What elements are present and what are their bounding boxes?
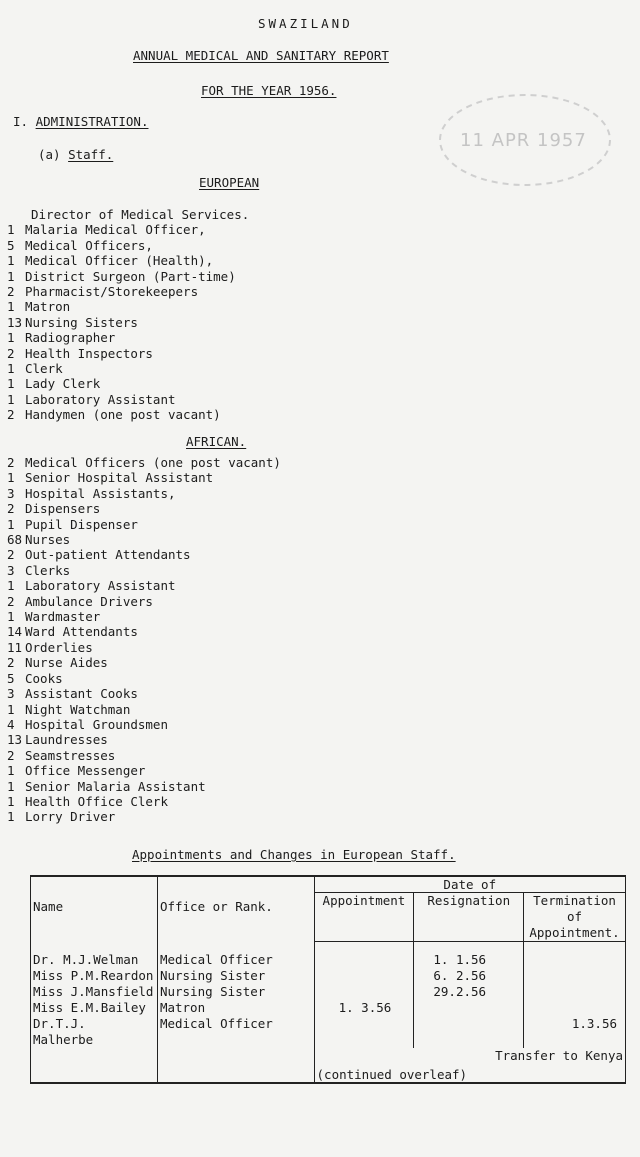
col-header-date-of: Date of <box>314 877 625 893</box>
cell-appointment <box>314 968 414 984</box>
staff-role: Radiographer <box>25 330 116 346</box>
staff-count: 1 <box>7 793 15 809</box>
section-title: ADMINISTRATION. <box>35 114 149 129</box>
staff-role: Medical Officers (one post vacant) <box>25 455 281 470</box>
staff-count: 1 <box>7 361 15 377</box>
cell-resignation: 6. 2.56 <box>414 968 524 984</box>
cell-appointment <box>314 1016 414 1032</box>
col-header-name: Name <box>31 877 158 942</box>
staff-count: 2 <box>7 593 15 609</box>
cell-name: Miss J.Mansfield <box>31 984 158 1000</box>
staff-count: 2 <box>7 345 15 361</box>
staff-role: Senior Malaria Assistant <box>25 778 206 794</box>
staff-row <box>7 207 249 222</box>
cell-resignation <box>414 1000 524 1016</box>
table-row <box>31 1000 626 1016</box>
african-staff-list <box>7 455 281 825</box>
staff-row <box>7 501 281 516</box>
staff-row <box>7 299 249 314</box>
staff-role: Orderlies <box>25 639 93 655</box>
cell-name: Dr. M.J.Welman <box>31 942 158 969</box>
staff-count: 68 <box>7 532 23 548</box>
staff-count <box>7 207 25 222</box>
staff-role: Nursing Sisters <box>25 314 138 330</box>
staff-row <box>7 315 249 330</box>
cell-office: Medical Officer <box>157 942 314 969</box>
staff-row <box>7 809 281 824</box>
cell-name: Miss P.M.Reardon <box>31 968 158 984</box>
staff-count: 2 <box>7 747 15 763</box>
staff-count: 1 <box>7 609 15 625</box>
table-row <box>31 942 626 969</box>
staff-count: 1 <box>7 516 15 532</box>
staff-row <box>7 392 249 407</box>
staff-count: 1 <box>7 268 15 284</box>
staff-role: Ward Attendants <box>25 624 138 640</box>
staff-row <box>7 517 281 532</box>
staff-row <box>7 346 249 361</box>
table-row <box>31 984 626 1000</box>
staff-row <box>7 609 281 624</box>
staff-role: Seamstresses <box>25 747 116 763</box>
year-line: FOR THE YEAR 1956. <box>201 83 337 98</box>
staff-row <box>7 748 281 763</box>
staff-row <box>7 655 281 670</box>
report-title: ANNUAL MEDICAL AND SANITARY REPORT <box>133 48 389 63</box>
staff-count: 5 <box>7 237 15 253</box>
appointments-rows <box>31 942 626 1049</box>
staff-role: Hospital Groundsmen <box>25 716 168 732</box>
appointments-table <box>30 875 626 1084</box>
cell-appointment <box>314 1032 414 1048</box>
cell-name: Malherbe <box>31 1032 158 1048</box>
subsection-title: Staff. <box>68 147 114 162</box>
col-header-office: Office or Rank. <box>157 877 314 942</box>
staff-row <box>7 686 281 701</box>
staff-count: 2 <box>7 284 15 300</box>
staff-role: Pupil Dispenser <box>25 516 138 532</box>
staff-row <box>7 624 281 639</box>
staff-row <box>7 238 249 253</box>
staff-row <box>7 330 249 345</box>
subsection-label: (a) <box>38 147 61 162</box>
staff-count: 13 <box>7 732 23 748</box>
cell-resignation: 29.2.56 <box>414 984 524 1000</box>
staff-count: 13 <box>7 314 23 330</box>
staff-role: Hospital Assistants, <box>25 485 176 501</box>
staff-row <box>7 532 281 547</box>
staff-row <box>7 640 281 655</box>
staff-role: Senior Hospital Assistant <box>25 470 214 486</box>
cell-termination <box>524 1000 626 1016</box>
staff-row <box>7 779 281 794</box>
staff-row <box>7 376 249 391</box>
staff-role: Lady Clerk <box>25 376 101 392</box>
transfer-note: Transfer to Kenya <box>495 1048 623 1063</box>
cell-termination <box>524 968 626 984</box>
cell-office: Matron <box>157 1000 314 1016</box>
african-heading: AFRICAN. <box>186 434 247 449</box>
table-row <box>31 968 626 984</box>
table-row <box>31 1032 626 1048</box>
staff-count: 1 <box>7 470 15 486</box>
cell-resignation <box>414 1032 524 1048</box>
cell-termination <box>524 942 626 969</box>
cell-termination <box>524 1032 626 1048</box>
staff-role: Matron <box>25 299 71 315</box>
european-staff-list <box>7 207 249 423</box>
staff-count: 1 <box>7 253 15 269</box>
european-heading: EUROPEAN <box>199 175 260 190</box>
section-number: I. <box>13 114 29 129</box>
cell-termination <box>524 984 626 1000</box>
staff-count: 4 <box>7 716 15 732</box>
staff-row <box>7 763 281 778</box>
staff-role: Office Messenger <box>25 763 146 779</box>
staff-count: 1 <box>7 778 15 794</box>
staff-row <box>7 578 281 593</box>
staff-role: Lorry Driver <box>25 809 116 825</box>
staff-role: Laboratory Assistant <box>25 391 176 407</box>
staff-role: Wardmaster <box>25 609 101 625</box>
cell-appointment: 1. 3.56 <box>314 1000 414 1016</box>
staff-count: 11 <box>7 639 23 655</box>
cell-office: Medical Officer <box>157 1016 314 1032</box>
staff-row <box>7 732 281 747</box>
cell-appointment <box>314 984 414 1000</box>
subsection-heading <box>38 147 113 162</box>
staff-role: Malaria Medical Officer, <box>25 222 206 238</box>
staff-role: District Surgeon (Part-time) <box>25 268 236 284</box>
staff-role: Health Office Clerk <box>25 793 168 809</box>
staff-row <box>7 486 281 501</box>
staff-count: 2 <box>7 655 15 671</box>
staff-role: Cooks <box>25 670 63 686</box>
staff-row <box>7 794 281 809</box>
staff-count: 1 <box>7 809 15 825</box>
staff-count: 3 <box>7 686 15 702</box>
staff-row <box>7 253 249 268</box>
staff-role: Ambulance Drivers <box>25 593 153 609</box>
staff-row <box>7 407 249 422</box>
table-row <box>31 1016 626 1032</box>
staff-count: 3 <box>7 485 15 501</box>
staff-role: Dispensers <box>25 501 101 517</box>
staff-row <box>7 470 281 485</box>
col-header-appointment: Appointment <box>314 893 414 942</box>
cell-resignation: 1. 1.56 <box>414 942 524 969</box>
staff-row <box>7 563 281 578</box>
cell-name: Dr.T.J. <box>31 1016 158 1032</box>
staff-role: Director of Medical Services. <box>31 207 250 222</box>
staff-role: Clerk <box>25 361 63 377</box>
staff-role: Assistant Cooks <box>25 686 138 702</box>
staff-count: 5 <box>7 670 15 686</box>
staff-count: 2 <box>7 407 15 423</box>
staff-row <box>7 269 249 284</box>
cell-appointment <box>314 942 414 969</box>
staff-role: Pharmacist/Storekeepers <box>25 284 199 300</box>
appointments-heading: Appointments and Changes in European Staff. <box>132 847 456 862</box>
staff-role: Laundresses <box>25 732 108 748</box>
staff-count: 14 <box>7 624 23 640</box>
staff-role: Handymen (one post vacant) <box>25 407 221 423</box>
staff-role: Medical Officers, <box>25 237 153 253</box>
staff-role: Night Watchman <box>25 701 131 717</box>
cell-office: Nursing Sister <box>157 968 314 984</box>
staff-row <box>7 671 281 686</box>
cell-resignation <box>414 1016 524 1032</box>
staff-row <box>7 702 281 717</box>
staff-count: 1 <box>7 701 15 717</box>
staff-row <box>7 717 281 732</box>
staff-role: Out-patient Attendants <box>25 547 191 563</box>
cell-office <box>157 1032 314 1048</box>
staff-role: Nurses <box>25 532 71 548</box>
staff-count: 1 <box>7 376 15 392</box>
staff-count: 1 <box>7 391 15 407</box>
staff-count: 1 <box>7 763 15 779</box>
staff-role: Health Inspectors <box>25 345 153 361</box>
staff-row <box>7 455 281 470</box>
received-stamp <box>425 90 625 190</box>
cell-name: Miss E.M.Bailey <box>31 1000 158 1016</box>
country-title: SWAZILAND <box>258 16 353 31</box>
stamp-date: 11 APR 1957 <box>460 130 587 151</box>
col-header-resignation: Resignation <box>414 893 524 942</box>
staff-count: 2 <box>7 547 15 563</box>
staff-count: 3 <box>7 562 15 578</box>
continued-note: (continued overleaf) <box>316 1067 468 1082</box>
staff-row <box>7 222 249 237</box>
cell-office: Nursing Sister <box>157 984 314 1000</box>
staff-role: Laboratory Assistant <box>25 578 176 594</box>
staff-count: 1 <box>7 299 15 315</box>
staff-role: Medical Officer (Health), <box>25 253 214 269</box>
staff-count: 2 <box>7 455 15 470</box>
staff-row <box>7 284 249 299</box>
staff-row <box>7 594 281 609</box>
staff-role: Clerks <box>25 562 71 578</box>
cell-termination: 1.3.56 <box>524 1016 626 1032</box>
staff-role: Nurse Aides <box>25 655 108 671</box>
staff-count: 1 <box>7 330 15 346</box>
col-header-termination: Termination of Appointment. <box>524 893 626 942</box>
staff-row <box>7 361 249 376</box>
section-heading <box>13 114 148 129</box>
staff-count: 2 <box>7 501 15 517</box>
staff-row <box>7 547 281 562</box>
staff-count: 1 <box>7 222 15 238</box>
staff-count: 1 <box>7 578 15 594</box>
